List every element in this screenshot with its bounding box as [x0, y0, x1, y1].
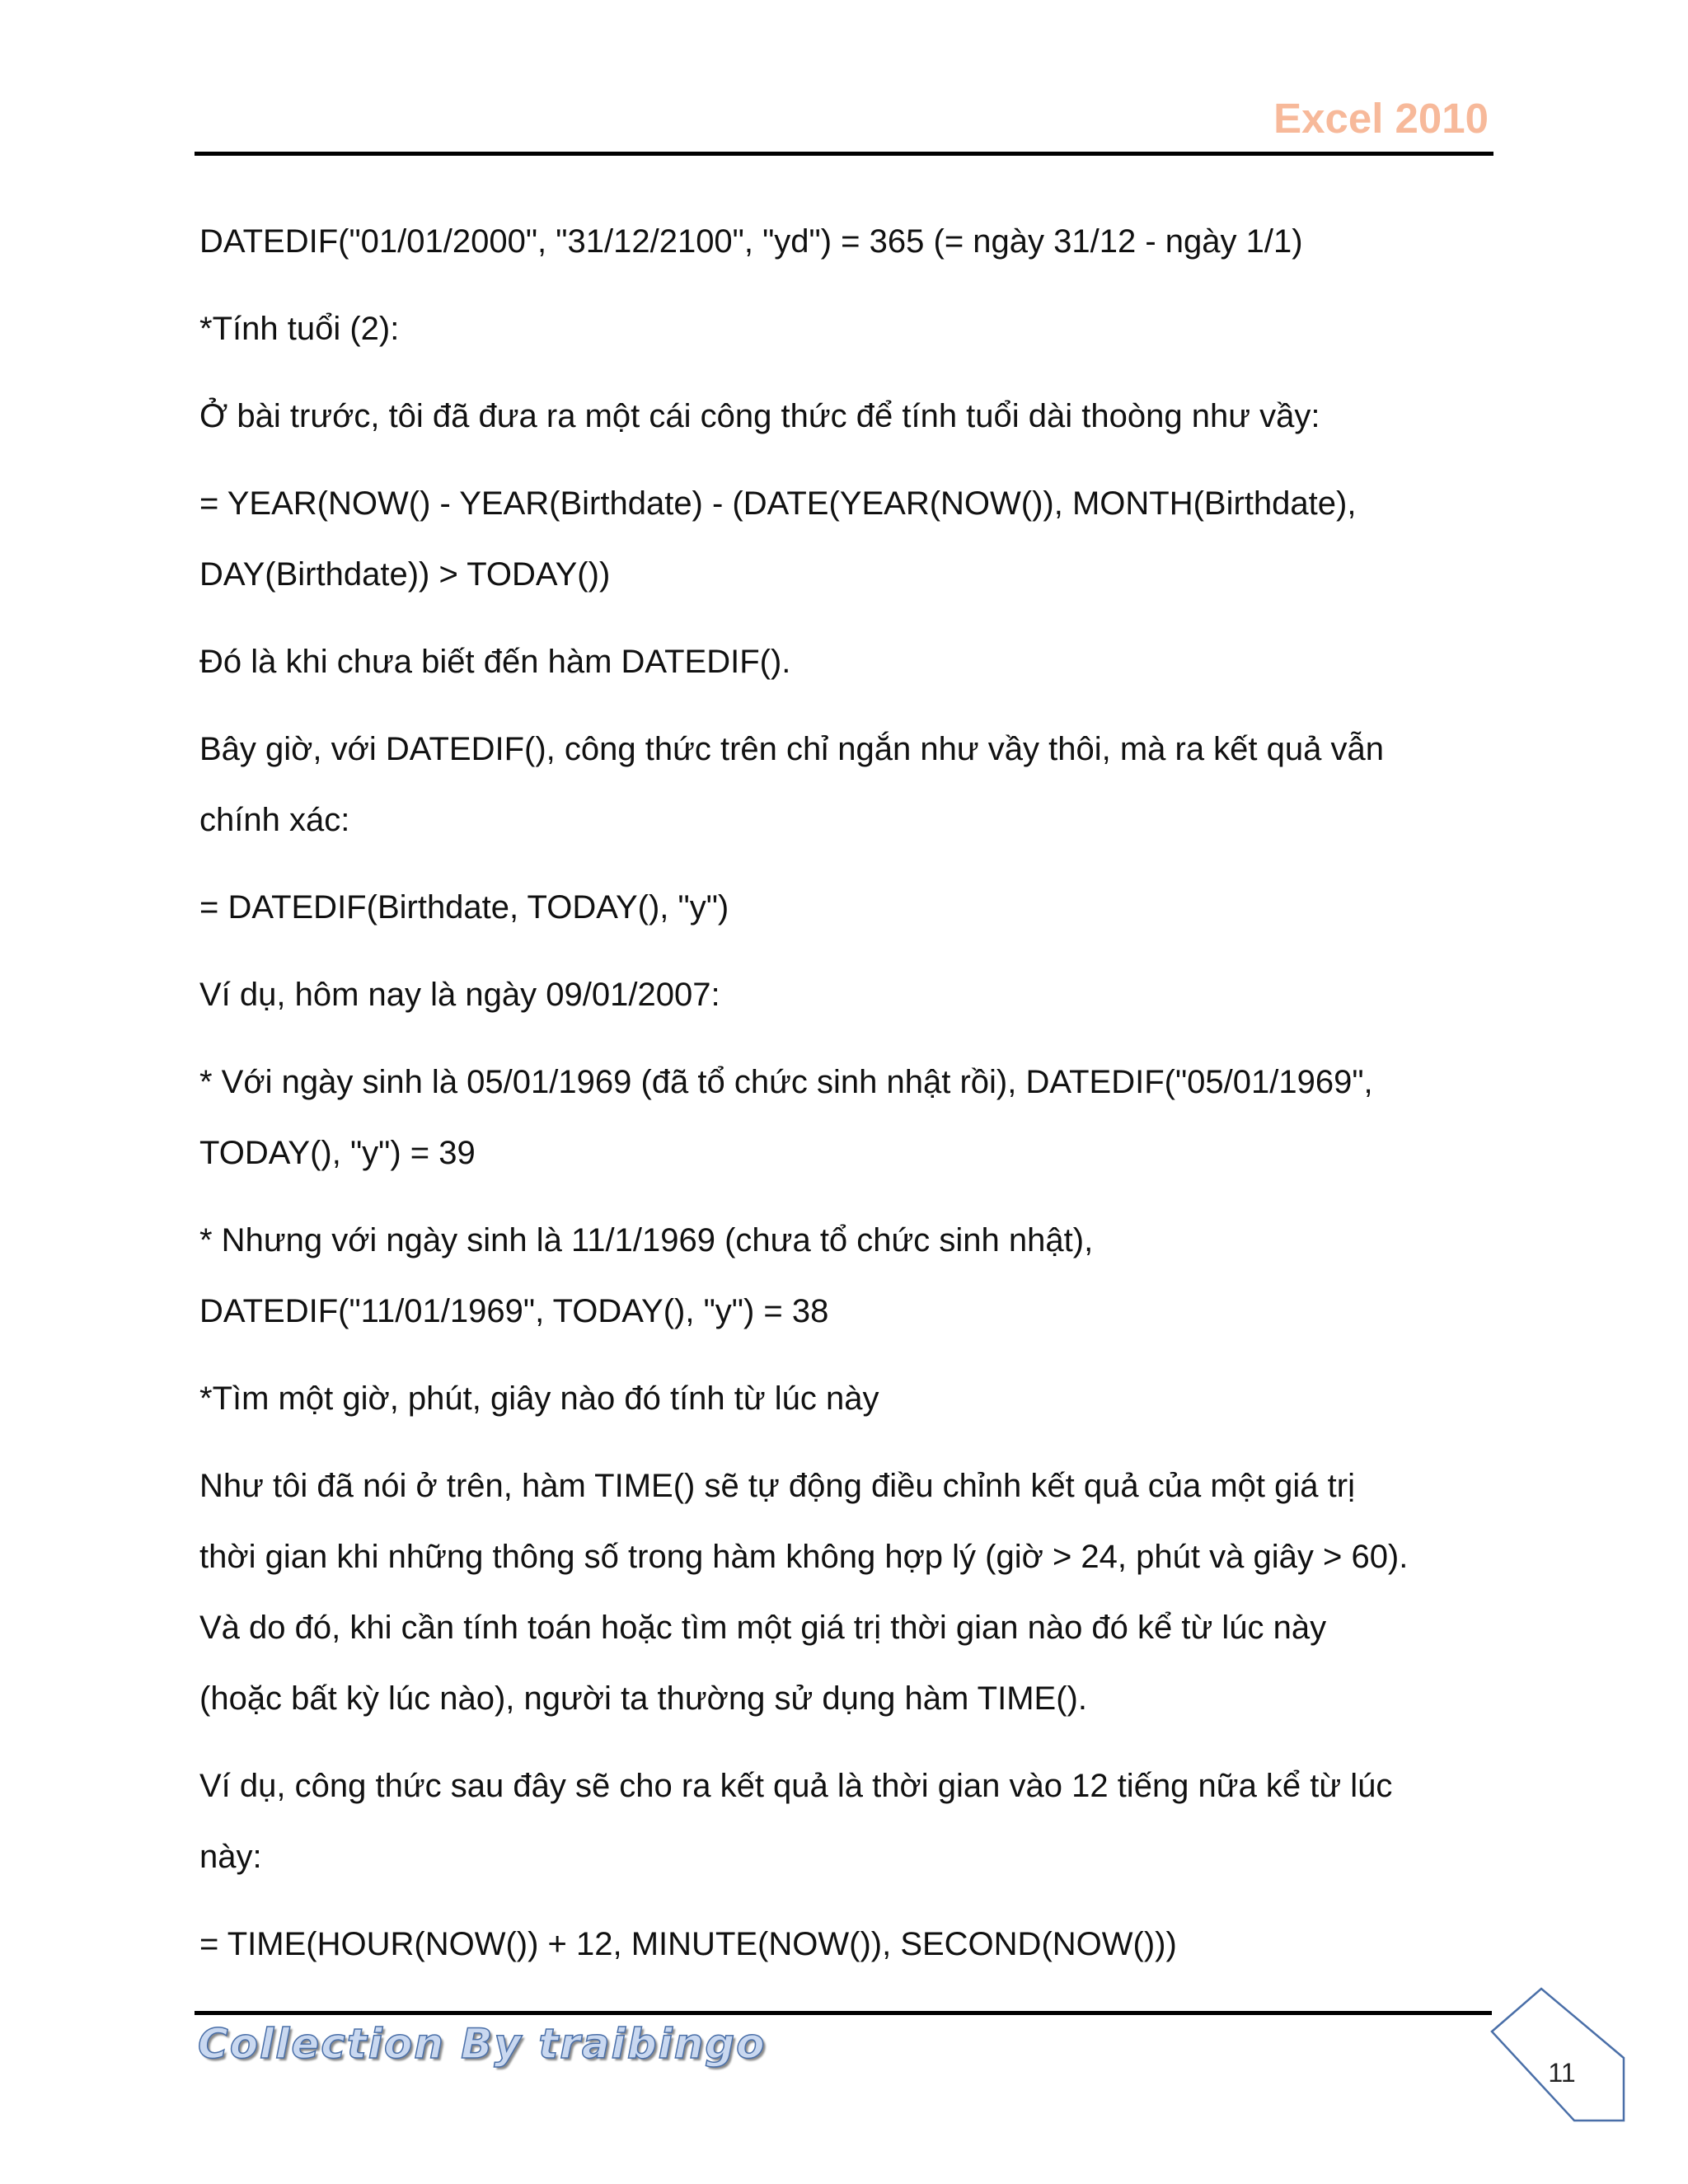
paragraph-line: * Với ngày sinh là 05/01/1969 (đã tổ chức sinh nhật rồi), DATEDIF("05/01/1969",: [199, 1064, 1373, 1100]
paragraph-line: Bây giờ, với DATEDIF(), công thức trên chỉ ngắn như vầy thôi, mà ra kết quả vẫn: [199, 731, 1384, 767]
paragraph: Ở bài trước, tôi đã đưa ra một cái công thức để tính tuổi dài thoòng như vầy:: [199, 398, 1320, 434]
example-paragraph: [199, 1047, 1502, 1188]
paragraph: [199, 1750, 1502, 1892]
paragraph: Đó là khi chưa biết đến hàm DATEDIF().: [199, 644, 791, 680]
paragraph-line: (hoặc bất kỳ lúc nào), người ta thường sử dụng hàm TIME().: [199, 1680, 1087, 1717]
footer-rule: [195, 2011, 1492, 2015]
section-heading: *Tìm một giờ, phút, giây nào đó tính từ lúc này: [199, 1380, 879, 1417]
paragraph-line: Và do đó, khi cần tính toán hoặc tìm một giá trị thời gian nào đó kể từ lúc này: [199, 1610, 1327, 1646]
paragraph: [199, 1451, 1502, 1734]
footer-credit: Collection By traibingo: [198, 2020, 767, 2068]
example-paragraph: [199, 1205, 1502, 1347]
paragraph-line: thời gian khi những thông số trong hàm không hợp lý (giờ > 24, phút và giây > 60).: [199, 1539, 1409, 1575]
page-number: 11: [1548, 2058, 1576, 2088]
formula-paragraph: = DATEDIF(Birthdate, TODAY(), "y"): [199, 889, 729, 926]
paragraph: Ví dụ, hôm nay là ngày 09/01/2007:: [199, 977, 720, 1013]
paragraph-line: Ví dụ, công thức sau đây sẽ cho ra kết quả là thời gian vào 12 tiếng nữa kể từ lúc: [199, 1768, 1393, 1804]
paragraph-line: này:: [199, 1839, 262, 1875]
header-rule: [195, 152, 1493, 156]
paragraph-line: DATEDIF("11/01/1969", TODAY(), "y") = 38: [199, 1293, 829, 1329]
formula-paragraph: = TIME(HOUR(NOW()) + 12, MINUTE(NOW()), SECOND(NOW())): [199, 1926, 1177, 1962]
paragraph: DATEDIF("01/01/2000", "31/12/2100", "yd") = 365 (= ngày 31/12 - ngày 1/1): [199, 223, 1303, 260]
diamond-badge-icon: [1484, 1982, 1632, 2130]
paragraph-line: * Nhưng với ngày sinh là 11/1/1969 (chưa tổ chức sinh nhật),: [199, 1222, 1094, 1258]
paragraph-line: DAY(Birthdate)) > TODAY()): [199, 556, 611, 593]
paragraph-line: TODAY(), "y") = 39: [199, 1135, 476, 1171]
header-title: Excel 2010: [1273, 95, 1489, 142]
paragraph: [199, 714, 1502, 855]
body-text: [199, 206, 1502, 1996]
paragraph-line: = YEAR(NOW() - YEAR(Birthdate) - (DATE(YEAR(NOW()), MONTH(Birthdate),: [199, 485, 1357, 522]
page-number-badge: [1484, 1982, 1632, 2130]
paragraph-line: chính xác:: [199, 802, 350, 838]
section-heading: *Tính tuổi (2):: [199, 311, 400, 347]
paragraph-line: Như tôi đã nói ở trên, hàm TIME() sẽ tự động điều chỉnh kết quả của một giá trị: [199, 1468, 1355, 1504]
formula-paragraph: [199, 468, 1502, 610]
